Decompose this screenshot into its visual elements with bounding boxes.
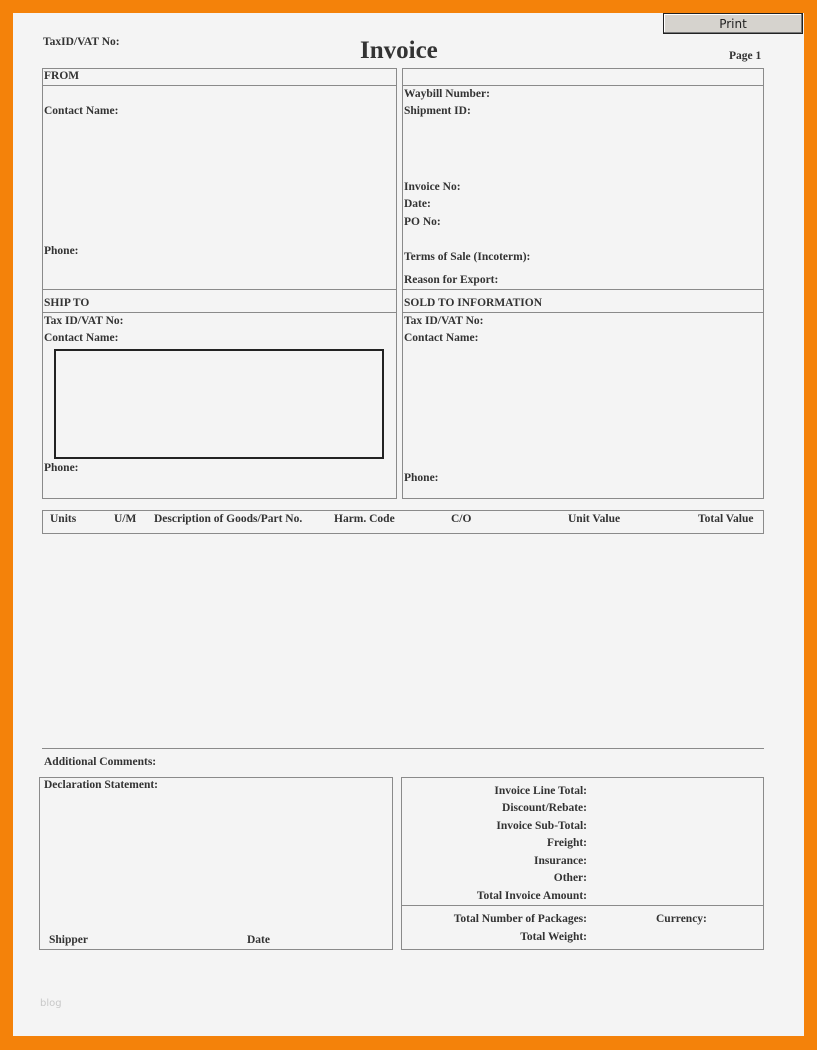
column-unit-value: Unit Value <box>568 513 621 525</box>
ship-to-contact-label[interactable]: Contact Name: <box>44 332 119 344</box>
column-total-value: Total Value <box>698 513 754 525</box>
column-units: Units <box>50 513 77 525</box>
terms-of-sale-label[interactable]: Terms of Sale (Incoterm): <box>404 251 531 263</box>
from-contact-label[interactable]: Contact Name: <box>44 105 119 117</box>
invoice-subtotal-label: Invoice Sub-Total: <box>496 820 587 832</box>
column-harm-code: Harm. Code <box>334 513 395 525</box>
column-description: Description of Goods/Part No. <box>154 513 303 525</box>
header-taxid-label: TaxID/VAT No: <box>43 36 120 48</box>
page-title: Invoice <box>360 37 438 64</box>
ship-to-address-field[interactable] <box>54 349 384 459</box>
shipper-label[interactable]: Shipper <box>49 934 88 946</box>
ship-to-heading: SHIP TO <box>44 297 90 309</box>
declaration-date-label[interactable]: Date <box>247 934 270 946</box>
column-co: C/O <box>451 513 472 525</box>
divider <box>402 312 764 313</box>
total-invoice-amount-label: Total Invoice Amount: <box>476 890 587 902</box>
waybill-label[interactable]: Waybill Number: <box>404 88 490 100</box>
other-label: Other: <box>553 872 587 884</box>
insurance-label: Insurance: <box>533 855 587 867</box>
additional-comments-label[interactable]: Additional Comments: <box>44 756 157 768</box>
column-um: U/M <box>114 513 137 525</box>
ship-to-taxid-label[interactable]: Tax ID/VAT No: <box>44 315 124 327</box>
print-button[interactable]: Print <box>663 13 803 34</box>
page-number: Page 1 <box>729 50 762 62</box>
total-packages-label: Total Number of Packages: <box>453 913 587 925</box>
sold-to-contact-label[interactable]: Contact Name: <box>404 332 479 344</box>
from-phone-label[interactable]: Phone: <box>44 245 79 257</box>
declaration-section <box>39 777 393 950</box>
divider <box>402 85 764 86</box>
divider <box>401 905 764 906</box>
reason-for-export-label[interactable]: Reason for Export: <box>404 274 499 286</box>
divider <box>42 312 397 313</box>
sold-to-heading: SOLD TO INFORMATION <box>404 297 543 309</box>
total-weight-label: Total Weight: <box>520 931 587 943</box>
currency-label: Currency: <box>656 913 707 925</box>
items-table-header <box>42 510 764 534</box>
declaration-label: Declaration Statement: <box>44 779 159 791</box>
from-section <box>42 68 397 290</box>
sold-to-phone-label[interactable]: Phone: <box>404 472 439 484</box>
invoice-no-label[interactable]: Invoice No: <box>404 181 461 193</box>
divider <box>42 748 764 749</box>
invoice-line-total-label: Invoice Line Total: <box>494 785 587 797</box>
ship-to-phone-label[interactable]: Phone: <box>44 462 79 474</box>
date-label[interactable]: Date: <box>404 198 431 210</box>
from-heading: FROM <box>44 70 80 82</box>
shipment-id-label[interactable]: Shipment ID: <box>404 105 471 117</box>
discount-rebate-label: Discount/Rebate: <box>502 802 587 814</box>
divider <box>42 85 397 86</box>
freight-label: Freight: <box>546 837 587 849</box>
watermark: blog <box>40 998 62 1009</box>
po-no-label[interactable]: PO No: <box>404 216 441 228</box>
sold-to-taxid-label[interactable]: Tax ID/VAT No: <box>404 315 484 327</box>
